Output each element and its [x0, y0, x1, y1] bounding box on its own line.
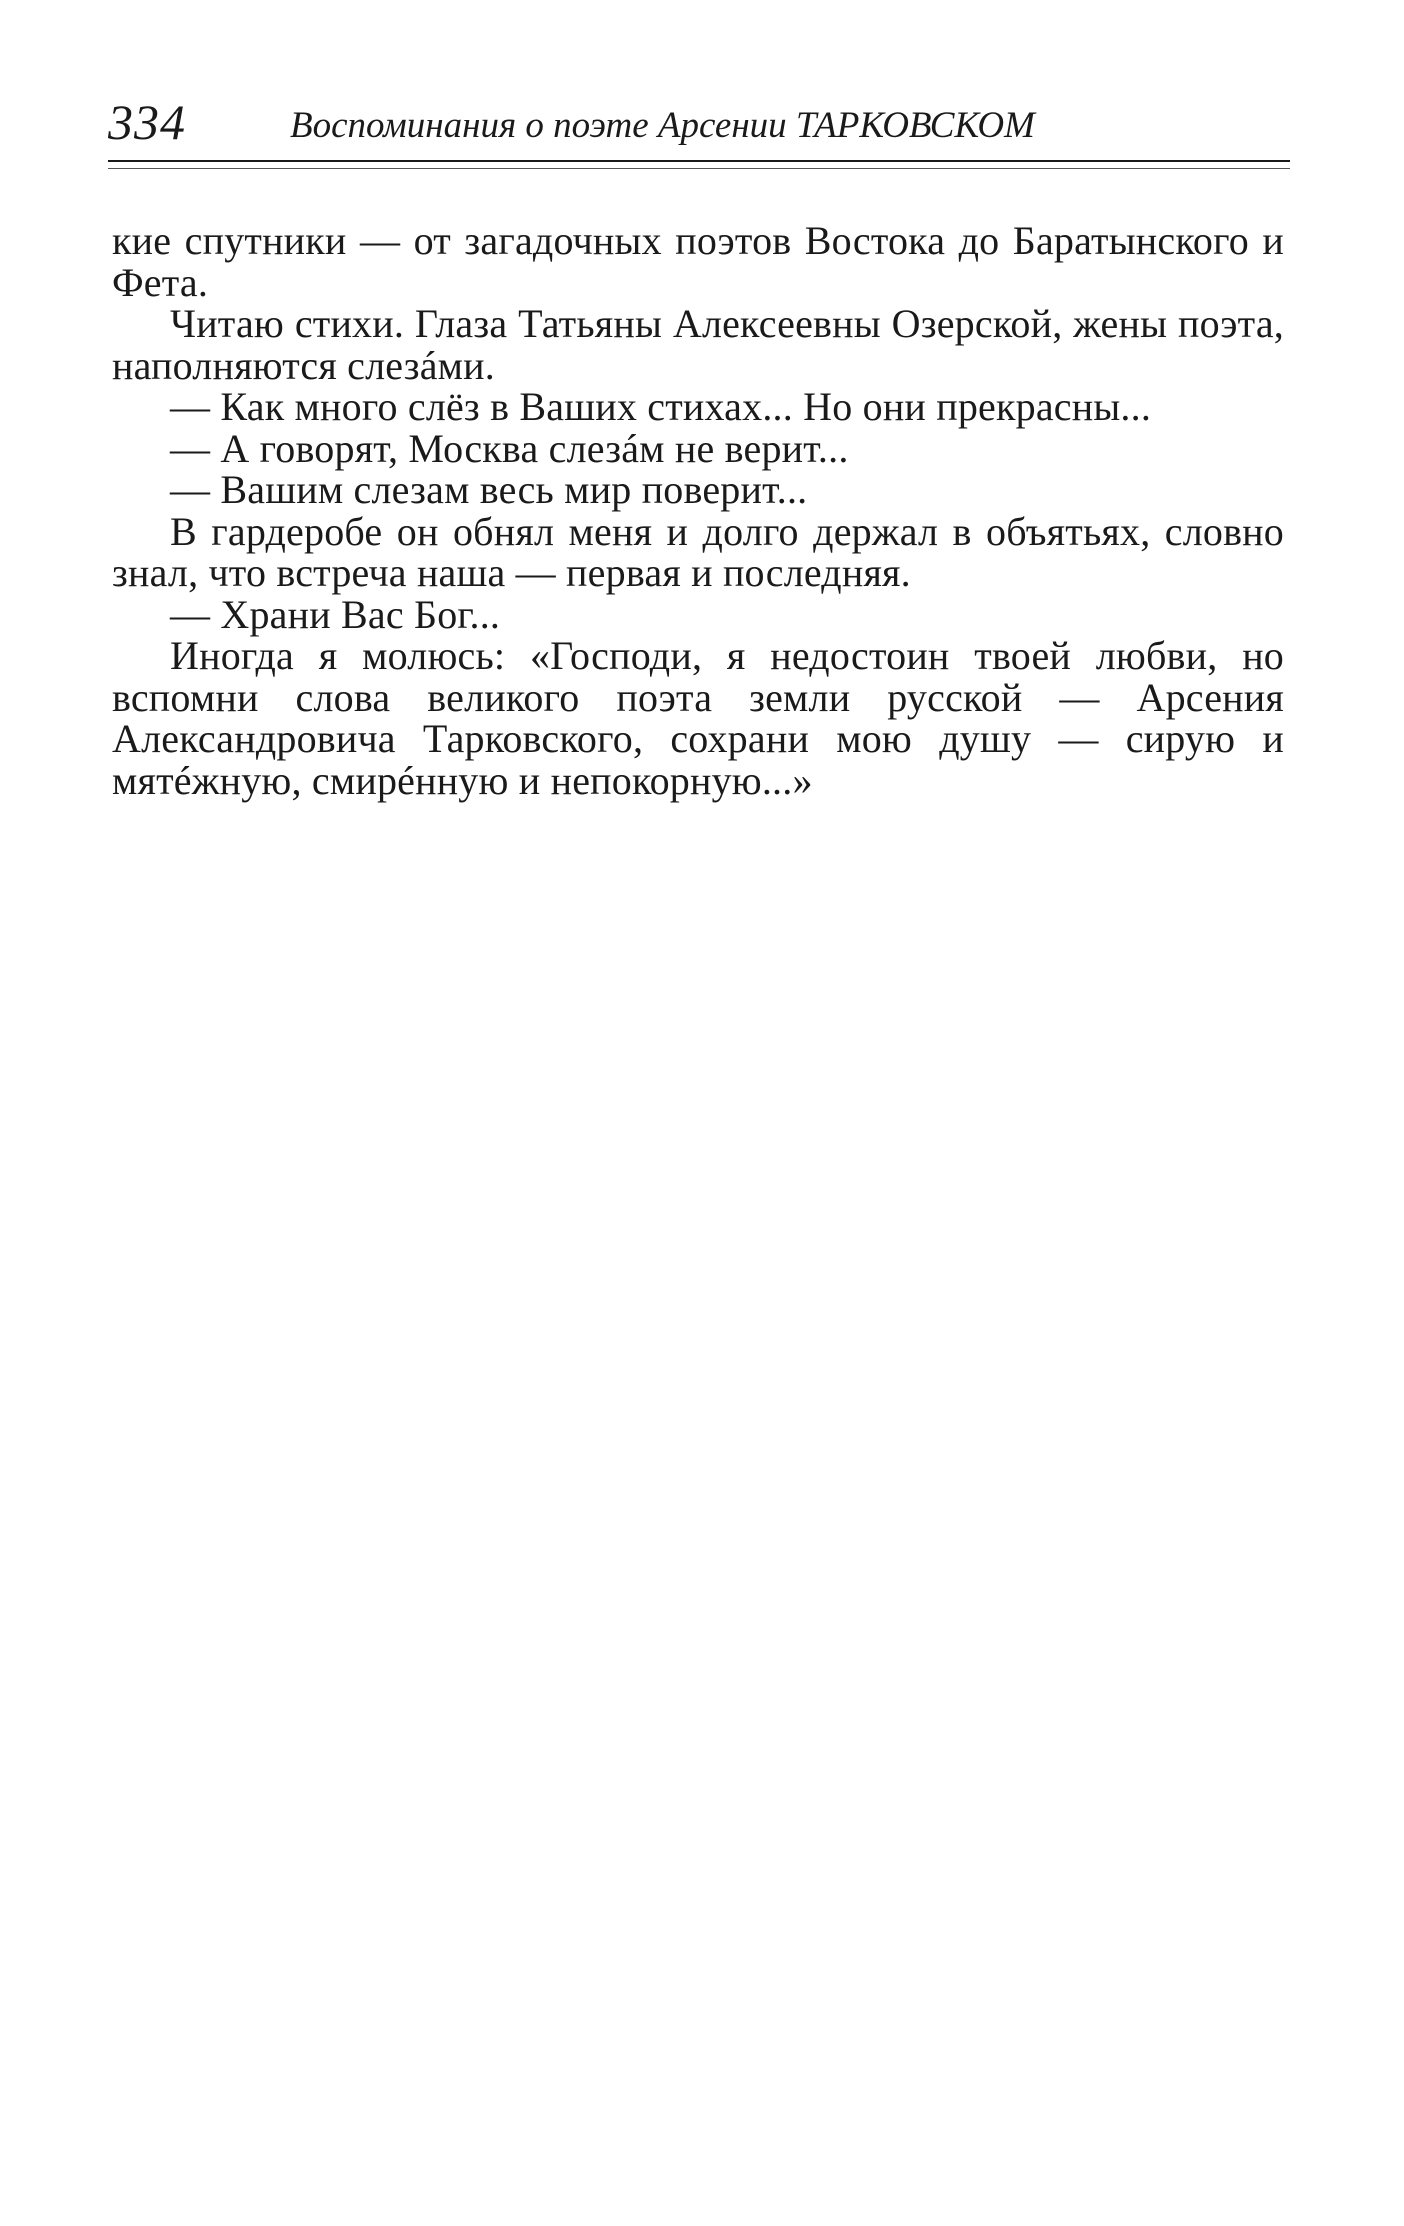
dialogue-line: — Как много слёз в Ваших стихах... Но они прекрасны...: [170, 384, 1152, 429]
dialogue-line: — Храни Вас Бог...: [170, 591, 501, 637]
page-number: 334: [108, 94, 186, 150]
header-rule-secondary: [108, 168, 1290, 169]
paragraph: Читаю стихи. Глаза Татьяны Алексеевны Озерской, жены поэта, наполняются слезáми.: [112, 301, 1284, 388]
dialogue-line: — Вашим слезам весь мир поверит...: [170, 467, 808, 512]
header-rule: [108, 160, 1290, 162]
paragraph: кие спутники — от загадочных поэтов Востока до Баратынского и Фета.: [112, 218, 1284, 305]
dialogue-line: — А говорят, Москва слезáм не верит...: [170, 425, 849, 471]
paragraph: В гардеробе он обнял меня и долго держал в объятьях, словно знал, что встреча наша — первая и последняя.: [112, 508, 1284, 595]
running-title: Воспоминания о поэте Арсении ТАРКОВСКОМ: [290, 105, 1035, 146]
paragraph: Иногда я молюсь: «Господи, я недостоин твоей любви, но вспомни слова великого поэта земли русской — Арсения Александровича Тарковского, сохрани мою душу — сирую и мятéжную, смирéнную и непокорную...»: [112, 633, 1284, 803]
running-head: [108, 92, 1288, 152]
body-text: [112, 220, 1284, 801]
